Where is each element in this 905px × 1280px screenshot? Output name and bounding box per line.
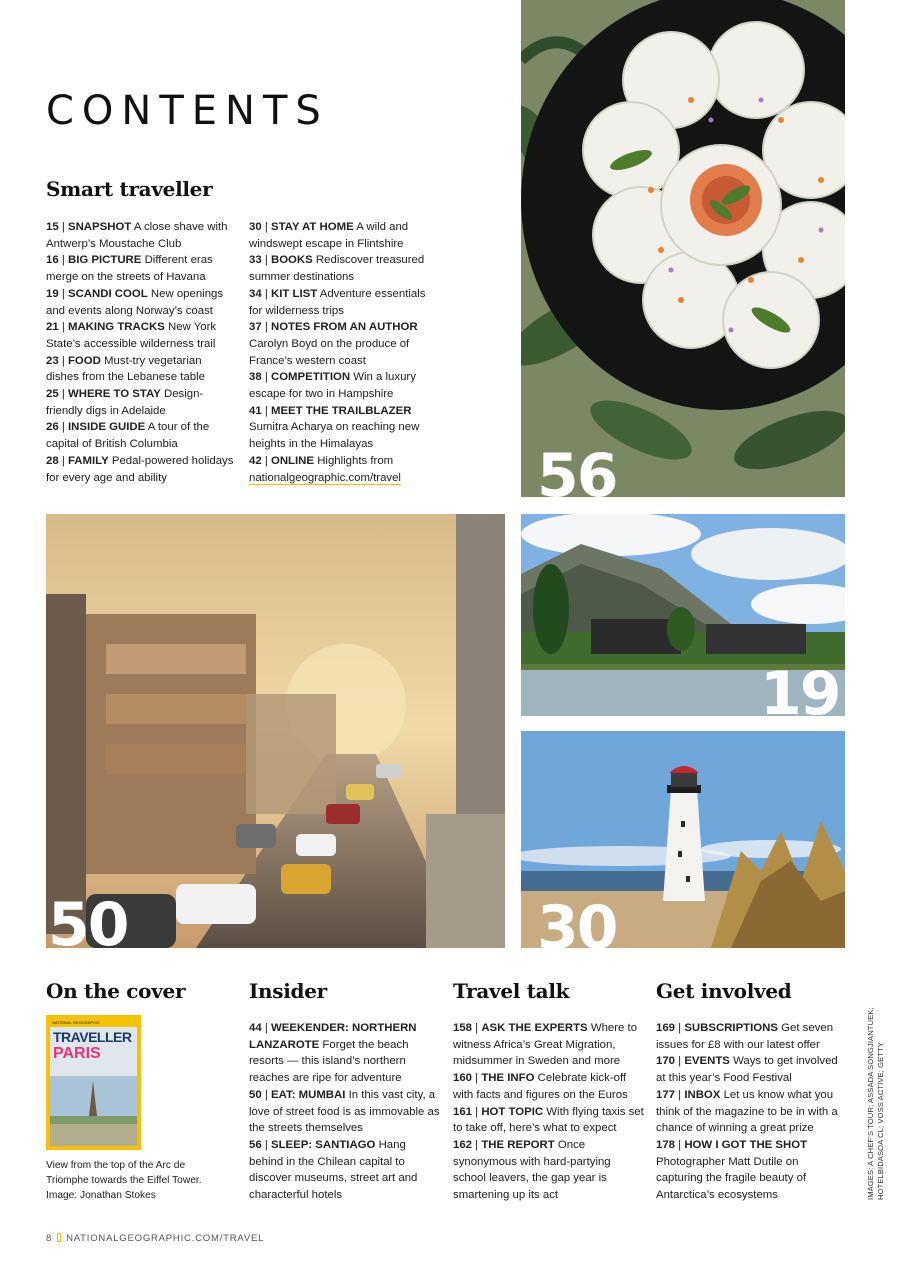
list-item[interactable]: 16 | BIG PICTURE Different eras merge on the streets of Havana — [46, 254, 213, 284]
website-link[interactable]: nationalgeographic.com/travel — [249, 471, 401, 484]
footer-divider — [57, 1233, 61, 1242]
insider-list — [249, 1020, 441, 1204]
list-item[interactable]: 170 | EVENTS Ways to get involved at this year’s Food Festival — [656, 1055, 838, 1085]
list-item[interactable]: 162 | THE REPORT Once synonymous with hard-partying school leavers, the gap year is smartening up its act — [453, 1138, 611, 1202]
footer-page-number: 8 — [46, 1233, 53, 1244]
list-item[interactable]: 34 | KIT LIST Adventure essentials for wilderness trips — [249, 287, 426, 317]
list-item[interactable]: 26 | INSIDE GUIDE A tour of the capital of British Columbia — [46, 421, 210, 451]
list-item[interactable]: 30 | STAY AT HOME A wild and windswept escape in Flintshire — [249, 221, 409, 250]
list-item[interactable]: 37 | NOTES FROM AN AUTHOR Carolyn Boyd on the produce of France’s western coast — [249, 321, 418, 367]
list-item[interactable]: 178 | HOW I GOT THE SHOT Photographer Matt Dutile on capturing the fragile beauty of Antarctica’s ecosystems — [656, 1138, 808, 1202]
list-item[interactable]: 161 | HOT TOPIC With flying taxis set to take off, here’s what to expect — [453, 1105, 644, 1135]
page-title: CONTENTS — [46, 88, 329, 134]
credits-line-1: IMAGES: A CHEF’S TOUR; ASSADA SONGJIANTUEK; — [866, 1007, 875, 1200]
list-item[interactable]: 19 | SCANDI COOL New openings and events along Norway’s coast — [46, 287, 224, 317]
page-number-label: 19 — [760, 659, 840, 716]
list-item[interactable]: 158 | ASK THE EXPERTS Where to witness Africa’s Great Migration, midsummer in Sweden and more — [453, 1022, 638, 1068]
cover-caption: View from the top of the Arc de Triomphe towards the Eiffel Tower. Image: Jonathan Stokes — [46, 1160, 202, 1201]
smart-traveller-column-1 — [46, 219, 236, 486]
insider-heading: Insider — [249, 979, 327, 1003]
get-involved-list — [656, 1020, 846, 1204]
food-photo-image — [521, 0, 845, 497]
list-item[interactable]: 38 | COMPETITION Win a luxury escape for two in Hampshire — [249, 371, 416, 401]
travel-talk-heading: Travel talk — [453, 979, 570, 1003]
image-credits — [866, 1000, 888, 1200]
cover-image — [50, 1076, 137, 1146]
city-street-photo[interactable] — [46, 514, 505, 948]
city-street-image — [46, 514, 505, 948]
list-item[interactable]: 25 | WHERE TO STAY Design-friendly digs in Adelaide — [46, 388, 204, 417]
page-number-label: 50 — [48, 890, 128, 948]
lake-photo[interactable] — [521, 514, 845, 716]
list-item[interactable]: 44 | WEEKENDER: NORTHERN LANZAROTE Forget the beach resorts — this island’s northern reaches are ripe for adventure — [249, 1022, 417, 1085]
smart-traveller-heading: Smart traveller — [46, 177, 213, 201]
cover-city: PARIS — [53, 1045, 101, 1062]
cover-thumbnail[interactable] — [46, 1015, 141, 1150]
credits-line-2: HOTELBIDASOA CL; VOSS ACTIVE; GETTY — [876, 1042, 885, 1200]
list-item[interactable]: 23 | FOOD Must-try vegetarian dishes from the Lebanese table — [46, 354, 205, 384]
list-item[interactable]: 28 | FAMILY Pedal-powered holidays for every age and ability — [46, 454, 234, 484]
lighthouse-photo[interactable] — [521, 731, 845, 948]
list-item[interactable]: 15 | SNAPSHOT A close shave with Antwerp’s Moustache Club — [46, 221, 228, 250]
list-item[interactable]: 56 | SLEEP: SANTIAGO Hang behind in the Chilean capital to discover museums, street art and characterful hotels — [249, 1138, 418, 1202]
list-item[interactable]: 169 | SUBSCRIPTIONS Get seven issues for £8 with our latest offer — [656, 1022, 834, 1051]
get-involved-heading: Get involved — [656, 979, 792, 1003]
page-number-label: 30 — [537, 893, 617, 948]
page-footer — [46, 1233, 264, 1244]
on-the-cover-heading: On the cover — [46, 979, 186, 1003]
cover-brand: TRAVELLER — [53, 1029, 132, 1045]
list-item[interactable]: 41 | MEET THE TRAILBLAZER Sumitra Acharya on reaching new heights in the Himalayas — [249, 404, 420, 451]
smart-traveller-column-2 — [249, 219, 434, 486]
list-item[interactable]: 21 | MAKING TRACKS New York State’s accessible wilderness trail — [46, 321, 217, 350]
footer-url[interactable]: NATIONALGEOGRAPHIC.COM/TRAVEL — [66, 1233, 265, 1244]
list-item[interactable]: 50 | EAT: MUMBAI In this vast city, a love of street food is as immovable as the streets themselves — [249, 1088, 440, 1135]
food-photo[interactable] — [521, 0, 845, 497]
list-item[interactable]: 177 | INBOX Let us know what you think of the magazine to be in with a chance of winning a great prize — [656, 1088, 838, 1135]
list-item[interactable]: 42 | ONLINE Highlights from nationalgeographic.com/travel — [249, 454, 401, 484]
cover-badge: NATIONAL GEOGRAPHIC — [50, 1019, 137, 1027]
list-item[interactable]: 160 | THE INFO Celebrate kick-off with facts and figures on the Euros — [453, 1072, 628, 1101]
travel-talk-list — [453, 1020, 645, 1204]
list-item[interactable]: 33 | BOOKS Rediscover treasured summer destinations — [249, 254, 425, 284]
page-number-label: 56 — [537, 441, 617, 497]
